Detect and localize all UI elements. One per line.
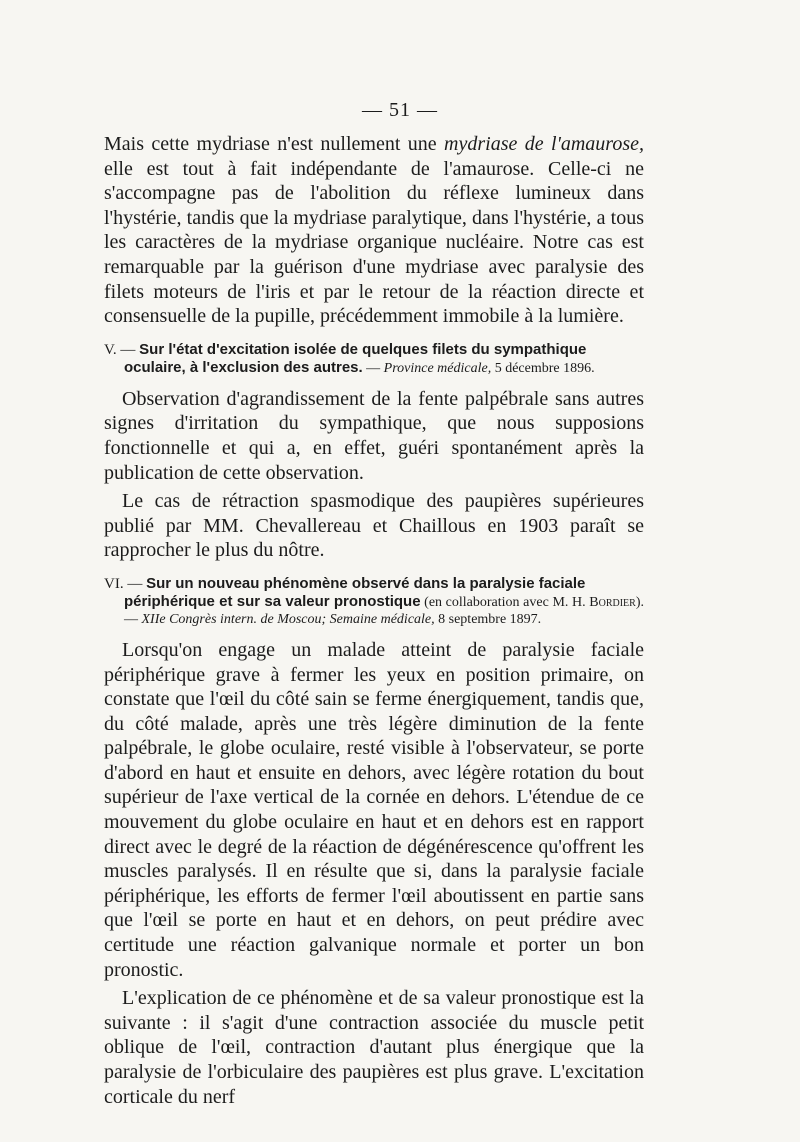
section-vi-paragraph-1: Lorsqu'on engage un malade atteint de paralysie faciale périphérique grave à fermer les yeux en position primaire, on constate que l'œil du côté sain se ferme énergiquement, tandis que, du côté malade, après une très légère diminution de la fente palpébrale, le globe oculaire, resté visible à l'observateur, se porte d'abord en haut et ensuite en dehors, avec légère rotation du bout supérieur de l'axe vertical de la cornée en dehors. L'étendue de ce mouvement du globe oculaire en haut et en dehors est en rapport direct avec le degré de la réaction de dégénérescence qu'offrent les muscles paralysés. Il en résulte que si, dans la paralysie faciale périphérique, les efforts de fermer l'œil aboutissent en partie sans que l'œil se porte en haut et en dehors, on peut prédire avec certitude une réaction galvanique normale et porter un bon pronostic. <box>104 638 644 981</box>
collaborator-name: Bordier <box>589 594 636 610</box>
collaboration: (en collaboration avec M. H. <box>420 594 590 610</box>
dash: — <box>362 360 384 376</box>
source-journal: Province médicale, <box>383 360 492 376</box>
italic-term: mydriase de l'amaurose, <box>444 133 644 155</box>
source-date: 8 septembre 1897. <box>434 611 542 627</box>
text-run: Mais cette mydriase n'est nullement une <box>104 133 445 155</box>
section-v-paragraph-1: Observation d'agrandissement de la fente palpébrale sans autres signes d'irritation du sympathique, que nous supposions fonctionnelle et qui a, en effet, guéri spontanément après la publication de cette observation. <box>104 387 644 484</box>
source-congress: XIIe Congrès intern. de Moscou; Semaine médicale, <box>141 611 435 627</box>
section-vi-paragraph-2: L'explication de ce phénomène et de sa valeur pronostique est la suivante : il s'agit d'une contraction associée du muscle petit oblique de l'œil, contraction d'autant plus énergique que la paralysie de l'orbiculaire des paupières est plus grave. L'excitation corticale du nerf <box>104 987 644 1108</box>
source-date: 5 décembre 1896. <box>491 360 595 376</box>
section-number: V. — <box>104 341 140 358</box>
section-number: VI. — <box>104 575 147 592</box>
page-body <box>104 132 644 1109</box>
page-number: — 51 — <box>362 99 438 121</box>
collaboration-end: ). — <box>124 594 644 627</box>
section-v-paragraph-2: Le cas de rétraction spasmodique des paupières supérieures publié par MM. Chevallereau et Chaillous en 1903 paraît se rapprocher le plus du nôtre. <box>104 490 644 562</box>
text-run: elle est tout à fait indépendante de l'amaurose. Celle-ci ne s'accompagne pas de l'abolition du réflexe lumineux dans l'hystérie, tandis que la mydriase paralytique, dans l'hystérie, a tous les caractères de la mydriase organique nucléaire. Notre cas est remarquable par la guérison d'une mydriase avec paralysie des filets moteurs de l'iris et par le retour de la réaction directe et consensuelle de la pupille, précédemment immobile à la lumière. <box>104 157 644 328</box>
section-title-cont: oculaire, à l'exclusion des autres. <box>124 358 363 376</box>
section-vi-heading <box>104 575 644 628</box>
section-v-heading <box>104 341 644 377</box>
section-title-cont: périphérique et sur sa valeur pronostique <box>124 592 421 610</box>
section-title: Sur l'état d'excitation isolée de quelques filets du sympathique <box>139 340 587 358</box>
section-title: Sur un nouveau phénomène observé dans la paralysie faciale <box>146 574 586 592</box>
paragraph-mydriase <box>104 132 644 329</box>
